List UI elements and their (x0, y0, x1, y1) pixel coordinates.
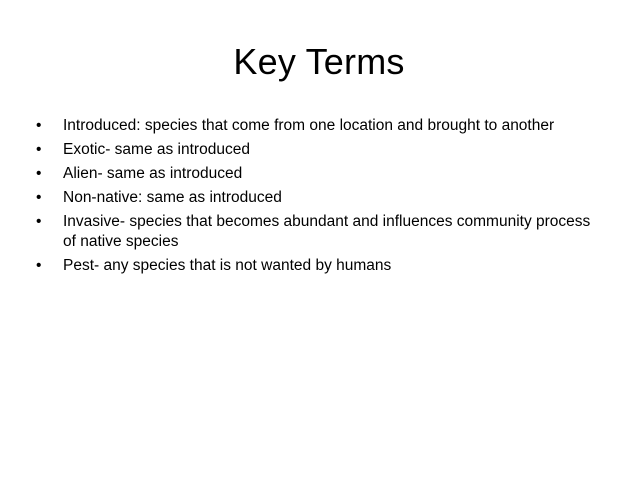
bullet-text: Non-native: same as introduced (63, 189, 282, 206)
bullet-item-introduced (36, 116, 596, 136)
bullet-icon: • (36, 189, 42, 206)
bullet-text: Pest- any species that is not wanted by humans (63, 257, 392, 274)
bullet-list (36, 116, 596, 280)
bullet-icon: • (36, 117, 42, 134)
bullet-item-pest (36, 256, 596, 276)
bullet-item-invasive (36, 212, 596, 252)
bullet-item-non-native (36, 188, 596, 208)
bullet-item-exotic (36, 140, 596, 160)
bullet-icon: • (36, 213, 42, 230)
bullet-text: Exotic- same as introduced (63, 141, 250, 158)
bullet-icon: • (36, 257, 42, 274)
bullet-icon: • (36, 141, 42, 158)
bullet-item-alien (36, 164, 596, 184)
bullet-icon: • (36, 165, 42, 182)
slide-title: Key Terms (233, 41, 405, 82)
bullet-text: Invasive- species that becomes abundant and influences community process of native species (63, 213, 591, 250)
bullet-text: Alien- same as introduced (63, 165, 243, 182)
bullet-text: Introduced: species that come from one location and brought to another (63, 117, 555, 134)
